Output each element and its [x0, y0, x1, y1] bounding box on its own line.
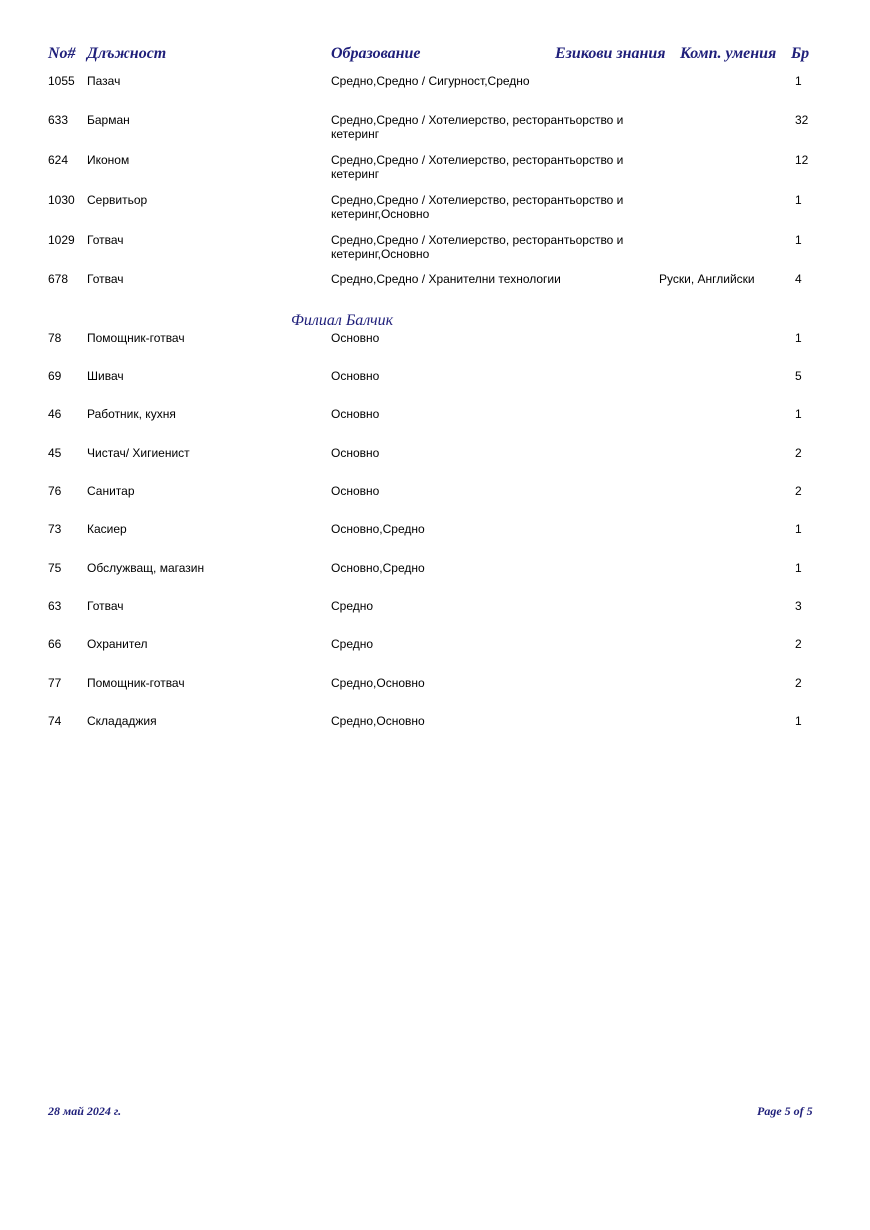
row-count: 1 — [795, 407, 802, 421]
row-count: 2 — [795, 637, 802, 651]
row-count: 1 — [795, 74, 802, 88]
row-number: 46 — [48, 407, 62, 421]
row-position: Готвач — [87, 233, 124, 247]
row-education: Основно — [331, 331, 380, 345]
row-position: Склададжия — [87, 714, 157, 728]
row-number: 69 — [48, 369, 62, 383]
header-no: No# — [48, 45, 76, 62]
row-education: Основно,Средно — [331, 522, 425, 536]
row-number: 74 — [48, 714, 62, 728]
row-number: 624 — [48, 153, 69, 167]
row-education: Основно — [331, 369, 380, 383]
row-count: 1 — [795, 193, 802, 207]
row-position: Готвач — [87, 272, 124, 286]
row-position: Помощник-готвач — [87, 676, 185, 690]
row-position: Касиер — [87, 522, 127, 536]
row-position: Чистач/ Хигиенист — [87, 446, 190, 460]
row-position: Обслужващ, магазин — [87, 561, 205, 575]
row-education: Средно — [331, 599, 374, 613]
row-number: 678 — [48, 272, 69, 286]
row-count: 2 — [795, 676, 802, 690]
row-count: 4 — [795, 272, 802, 286]
row-number: 66 — [48, 637, 62, 651]
row-count: 1 — [795, 522, 802, 536]
row-number: 1055 — [48, 74, 75, 88]
row-education: Средно,Средно / Хранителни технологии — [331, 272, 561, 286]
row-number: 1029 — [48, 233, 75, 247]
row-education: Основно — [331, 484, 380, 498]
row-count: 32 — [795, 113, 809, 127]
row-number: 75 — [48, 561, 62, 575]
row-count: 1 — [795, 331, 802, 345]
row-position: Шивач — [87, 369, 124, 383]
row-position: Работник, кухня — [87, 407, 176, 421]
row-education: Основно,Средно — [331, 561, 425, 575]
row-position: Иконом — [87, 153, 130, 167]
section-title: Филиал Балчик — [291, 312, 394, 329]
row-position: Барман — [87, 113, 130, 127]
row-education: Средно,Основно — [331, 676, 425, 690]
row-count: 1 — [795, 714, 802, 728]
row-education: Средно,Средно / Сигурност,Средно — [331, 74, 530, 88]
row-education: Средно,Средно / Хотелиерство, ресторантьорство и кетеринг,Основно — [331, 193, 624, 221]
row-number: 78 — [48, 331, 62, 345]
row-education: Средно — [331, 637, 374, 651]
row-education: Средно,Средно / Хотелиерство, ресторантьорство и кетеринг — [331, 113, 624, 141]
footer-date: 28 май 2024 г. — [48, 1104, 122, 1118]
row-count: 3 — [795, 599, 802, 613]
footer-page-number: Page 5 of 5 — [757, 1104, 813, 1118]
row-count: 1 — [795, 561, 802, 575]
row-count: 1 — [795, 233, 802, 247]
row-education: Основно — [331, 446, 380, 460]
row-position: Охранител — [87, 637, 148, 651]
header-position: Длъжност — [87, 45, 167, 62]
row-number: 1030 — [48, 193, 75, 207]
row-position: Санитар — [87, 484, 135, 498]
row-education: Средно,Основно — [331, 714, 425, 728]
row-number: 73 — [48, 522, 62, 536]
row-number: 633 — [48, 113, 69, 127]
row-languages: Руски, Английски — [659, 272, 755, 286]
row-number: 63 — [48, 599, 62, 613]
row-position: Пазач — [87, 74, 121, 88]
row-education: Средно,Средно / Хотелиерство, ресторантьорство и кетеринг — [331, 153, 624, 181]
row-position: Готвач — [87, 599, 124, 613]
header-computer-skills: Комп. умения — [680, 45, 777, 62]
row-education: Основно — [331, 407, 380, 421]
row-count: 12 — [795, 153, 809, 167]
row-number: 76 — [48, 484, 62, 498]
row-count: 2 — [795, 484, 802, 498]
row-count: 2 — [795, 446, 802, 460]
header-languages: Езикови знания — [555, 45, 666, 62]
row-position: Сервитьор — [87, 193, 148, 207]
row-position: Помощник-готвач — [87, 331, 185, 345]
row-education: Средно,Средно / Хотелиерство, ресторантьорство и кетеринг,Основно — [331, 233, 624, 261]
row-count: 5 — [795, 369, 802, 383]
row-number: 45 — [48, 446, 62, 460]
header-count: Бр — [791, 45, 810, 62]
header-education: Образование — [331, 45, 421, 62]
row-number: 77 — [48, 676, 62, 690]
